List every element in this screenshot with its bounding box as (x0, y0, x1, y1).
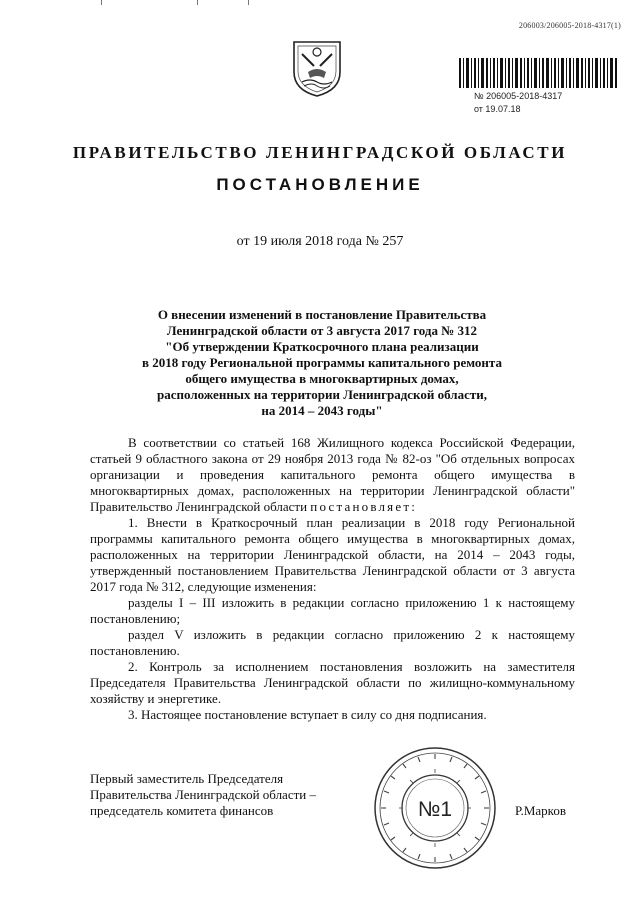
signatory-line: Правительства Ленинградской области – (90, 787, 316, 802)
barcode (459, 58, 619, 88)
subject-line: в 2018 году Региональной программы капитального ремонта (142, 355, 502, 370)
subject-line: О внесении изменений в постановление Правительства (157, 307, 487, 322)
scan-edge-mark (101, 0, 102, 5)
signatory-line: Первый заместитель Председателя (90, 771, 284, 786)
signatory-line: председатель комитета финансов (90, 803, 274, 818)
registration-date: от 19.07.18 (474, 104, 521, 114)
item-1-paragraph: 1. Внести в Краткосрочный план реализации в 2018 году Региональной программы капитального ремонта общего имущества в многоквартирных домах, расположенных на территории Ленинградской области, на 2014 – 2043 годы, утвержденный постановлением Правительства Ленинградской области от 3 августа 2017 года № 312, следующие изменения: (90, 515, 575, 594)
signatory-name: Р.Марков (515, 803, 566, 818)
document-code: 206003/206005-2018-4317(1) (518, 21, 621, 30)
item-3-paragraph: 3. Настоящее постановление вступает в силу со дня подписания. (128, 707, 487, 722)
scan-edge-mark (197, 0, 198, 5)
coat-of-arms-emblem (290, 38, 344, 98)
government-heading: ПРАВИТЕЛЬСТВО ЛЕНИНГРАДСКОЙ ОБЛАСТИ (72, 143, 568, 162)
decree-date-number: от 19 июля 2018 года № 257 (236, 234, 404, 249)
registration-number: № 206005-2018-4317 (474, 91, 563, 101)
preamble-text: В соответствии со статьей 168 Жилищного кодекса Российской Федерации, статьей 9 областного закона от 29 ноября 2013 года № 82-оз "Об отдельных вопросах организации и проведения капитального ремонта общего имущества в многоквартирных домах, расположенных на территории Ленинградской области" Правительство Ленинградской области (90, 435, 575, 514)
preamble-paragraph (90, 435, 575, 515)
office-stamp-seal (372, 745, 498, 871)
subject-line: на 2014 – 2043 годы" (261, 403, 383, 418)
item-2-paragraph: 2. Контроль за исполнением постановления возложить на заместителя Председателя Правительства Ленинградской области по жилищно-коммунальному хозяйству и энергетике. (90, 659, 575, 706)
resolves-word: постановляет: (310, 499, 418, 514)
scan-edge-mark (248, 0, 249, 5)
decree-subject (120, 307, 524, 419)
subject-line: "Об утверждении Краткосрочного плана реализации (165, 339, 479, 354)
subject-line: общего имущества в многоквартирных домах, (185, 371, 459, 386)
document-type-heading: ПОСТАНОВЛЕНИЕ (216, 175, 424, 194)
subject-line: расположенных на территории Ленинградской области, (157, 387, 487, 402)
subject-line: Ленинградской области от 3 августа 2017 года № 312 (166, 323, 478, 338)
stamp-number: №1 (417, 798, 453, 821)
item-1b-paragraph: раздел V изложить в редакции согласно приложению 2 к настоящему постановлению. (90, 627, 575, 658)
item-1a-paragraph: разделы I – III изложить в редакции согласно приложению 1 к настоящему постановлению; (90, 595, 575, 626)
signatory-title (90, 771, 370, 819)
decree-body (90, 435, 575, 723)
